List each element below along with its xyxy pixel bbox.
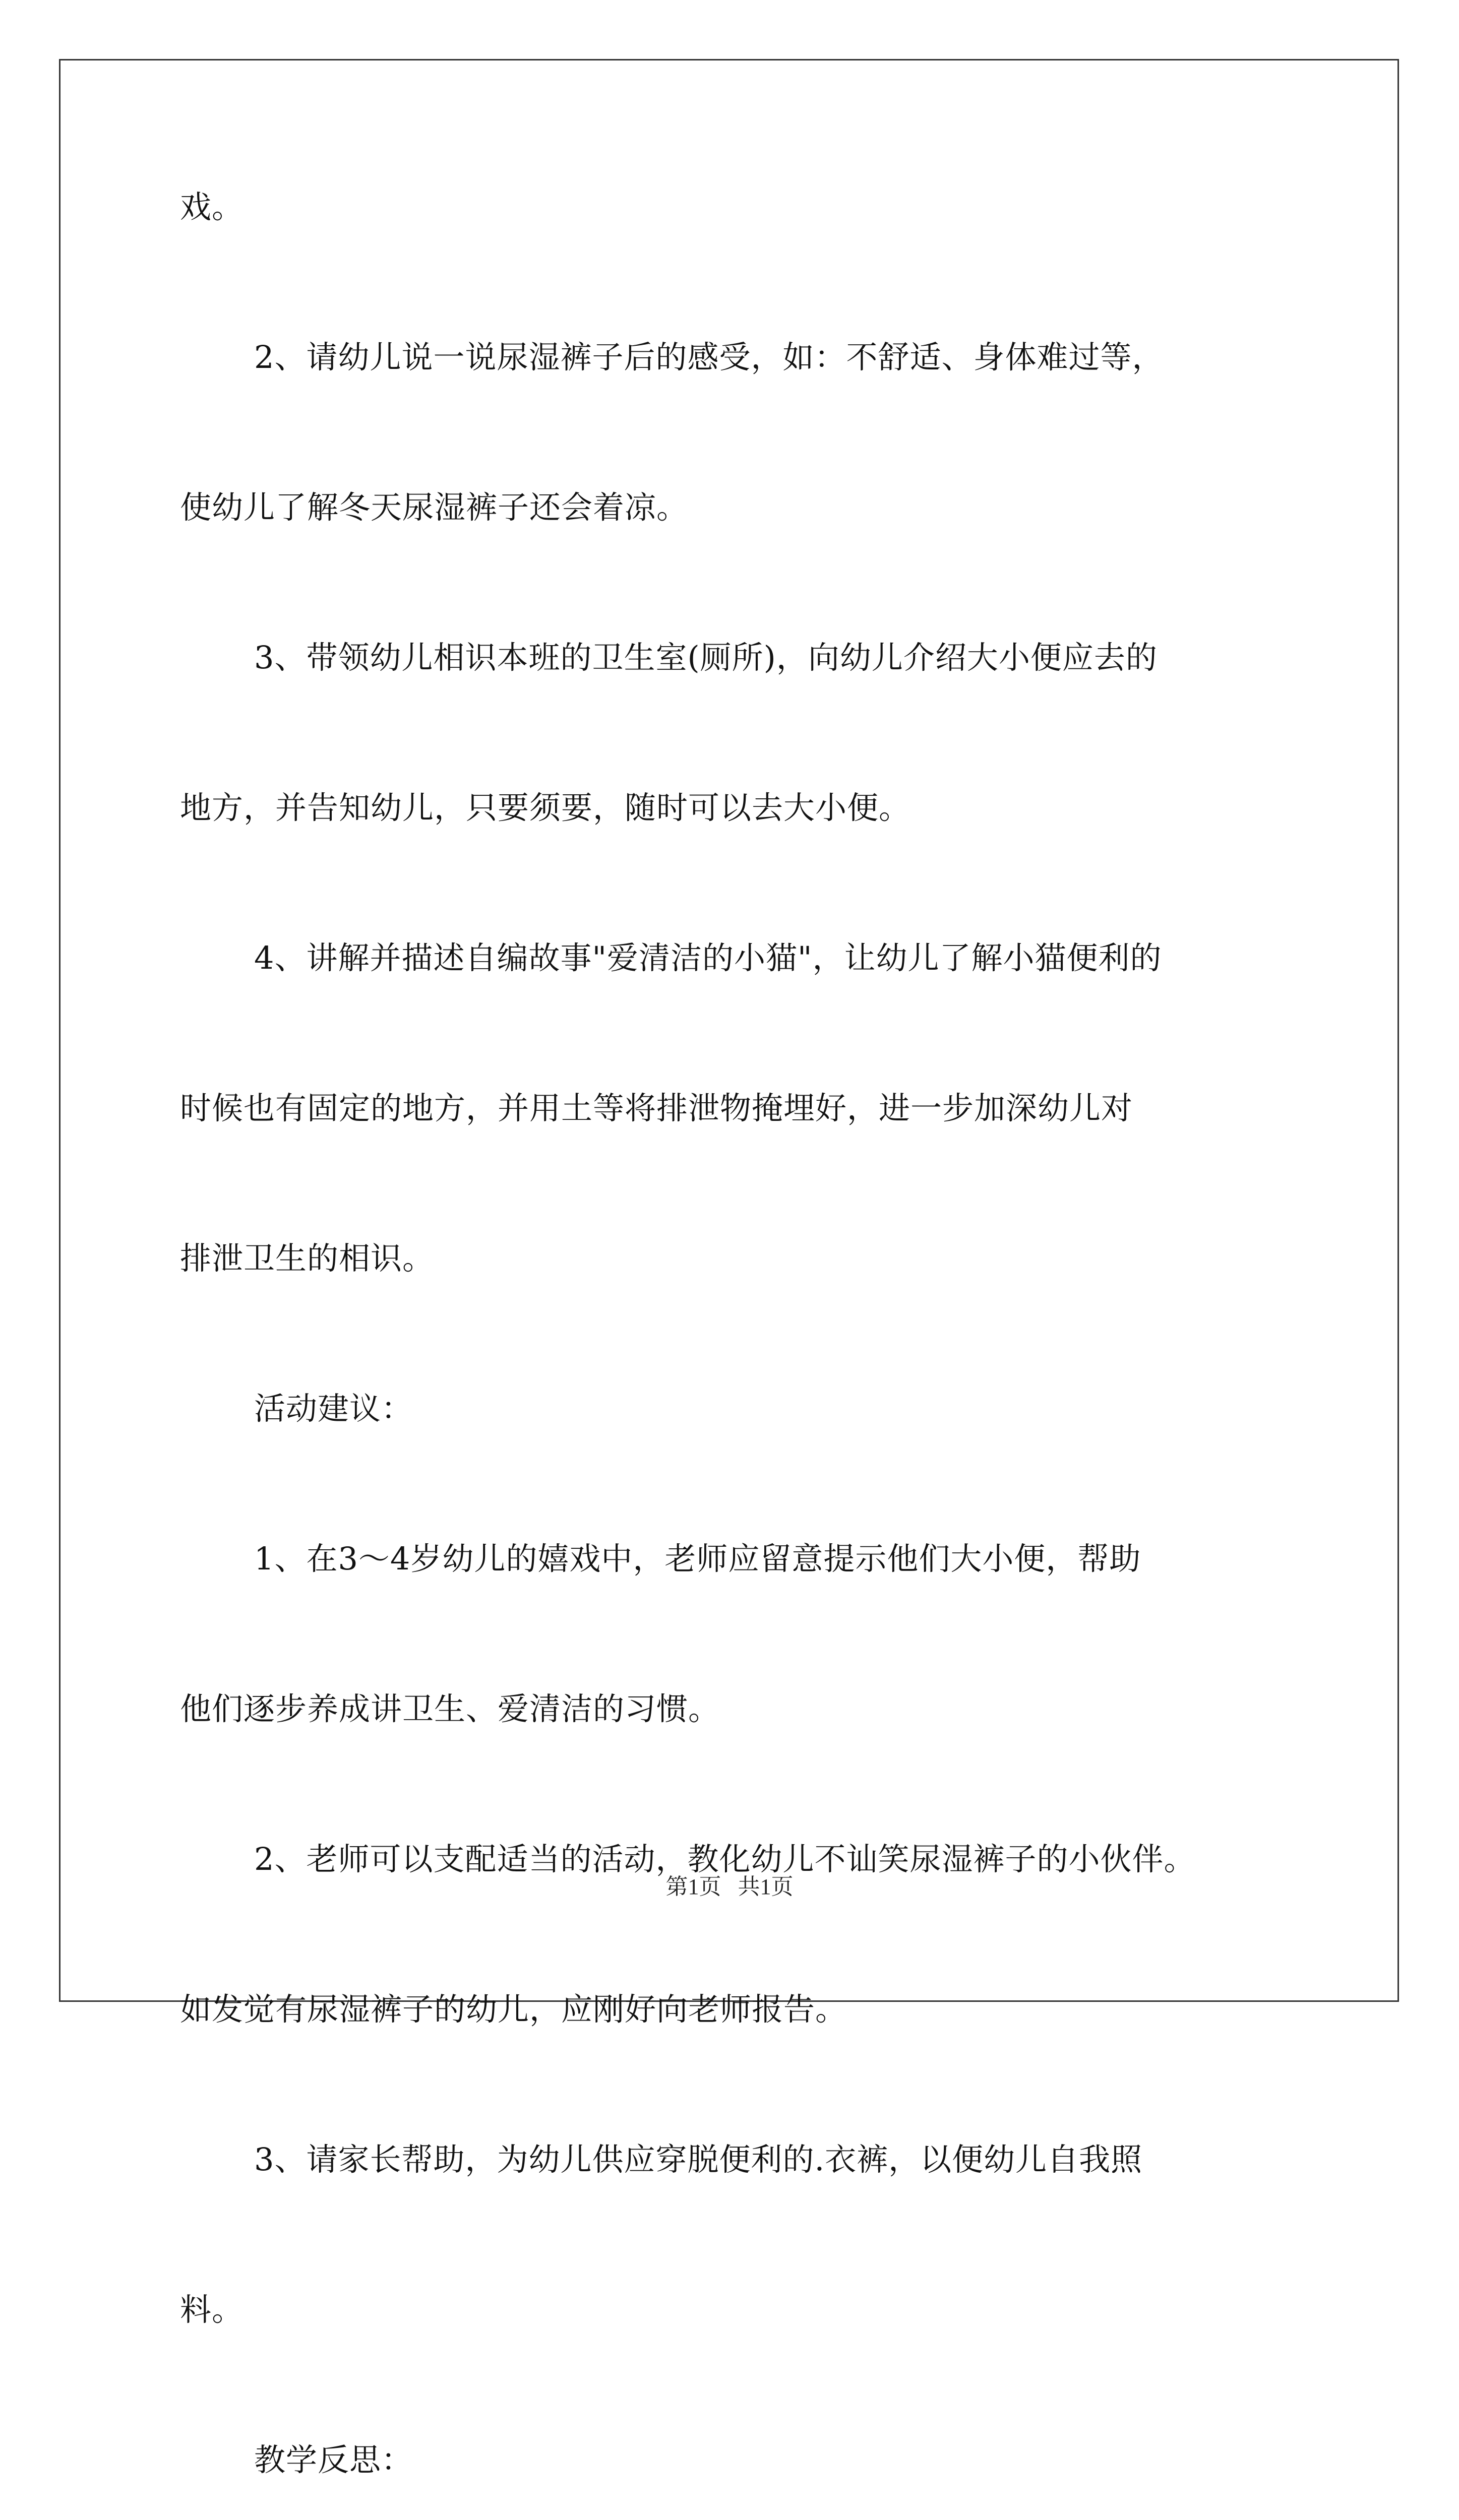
text-line: 他们逐步养成讲卫生、爱清洁的习惯。 [180, 1690, 720, 1727]
text-line: 戏。 [180, 188, 244, 225]
document-body [180, 189, 1284, 2520]
text-line: 2、老师可以支配适当的活动，教化幼儿不讪笑尿湿裤子的小伙伴。 [254, 1841, 1196, 1877]
text-line: 时候也有固定的地方，并用土等将排泄物掩埋好，进一步加深幼儿对 [180, 1090, 1133, 1126]
text-line: 排泄卫生的相识。 [180, 1240, 435, 1277]
text-line: 1、在3～4岁幼儿的嬉戏中，老师应留意提示他们大小便，帮助 [254, 1540, 1141, 1577]
text-line: 如发觉有尿湿裤子的幼儿，应刚好向老师报告。 [180, 1991, 847, 2028]
text-line: 2、请幼儿说一说尿湿裤子后的感受，如：不舒适、身体难过等， [254, 339, 1164, 375]
text-line: 使幼儿了解冬天尿湿裤子还会着凉。 [180, 489, 689, 526]
text-line: 4、讲解并描述自编故事"爱清洁的小猫"，让幼儿了解小猫便利的 [254, 939, 1162, 976]
page-footer: 第1页 共1页 [665, 1874, 794, 1899]
text-line: 地方，并告知幼儿，只要须要，随时可以去大小便。 [180, 789, 911, 826]
text-line: 3、请家长帮助，为幼儿供应穿脱便利的.衣裤，以便幼儿自我照 [254, 2141, 1143, 2178]
text-line: 料。 [180, 2291, 244, 2328]
text-line: 活动建议： [254, 1390, 413, 1427]
text-line: 教学反思： [254, 2441, 413, 2478]
text-line: 3、带领幼儿相识本班的卫生室(厕所)，向幼儿介绍大小便应去的 [254, 639, 1158, 676]
